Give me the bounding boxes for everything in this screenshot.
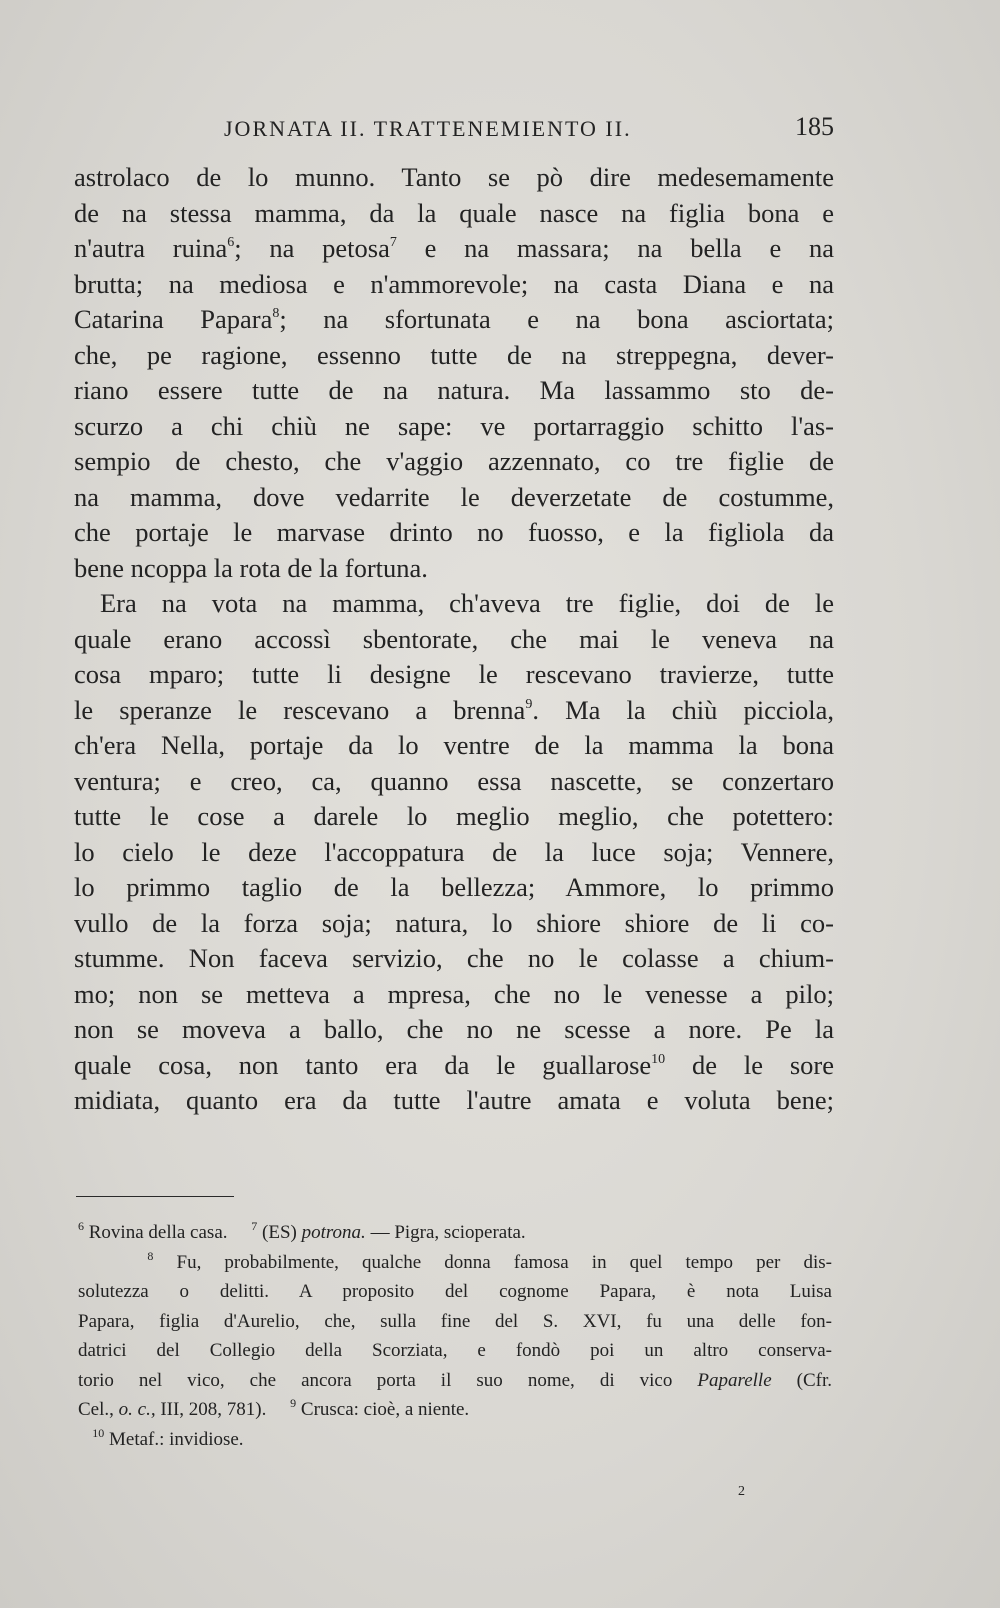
text-line: che, pe ragione, essenno tutte de na streppegna, dever- [74,339,834,370]
text-line: tutte le cose a darele lo meglio meglio, che potettero: [74,801,834,831]
text-line: sempio de chesto, che v'aggio azzennato, co tre figlie de [74,446,834,476]
text-line: quale cosa, non tanto era da le guallarose$^{10}$ de le sore [74,1049,835,1080]
footnote-line: $^6$ Rovina della casa. $^7$ (ES) potrona. — Pigra, scioperata. [78,1219,526,1243]
text-line: astrolaco de lo munno. Tanto se pò dire medesemamente [74,162,834,192]
text-line: lo primmo taglio de la bellezza; Ammore, lo primmo [74,872,834,902]
footnote-line: $^{10}$ Metaf.: invidiose. [92,1425,244,1450]
text-line: midiata, quanto era da tutte l'autre amata e voluta bene; [74,1085,834,1115]
footnote-line: solutezza o delitti. A proposito del cognome Papara, è nota Luisa [78,1281,832,1302]
footnote-line: torio nel vico, che ancora porta il suo nome, di vico Paparelle (Cfr. [78,1369,833,1391]
text-line: mo; non se metteva a mpresa, che no le venesse a pilo; [74,978,834,1009]
text-line: quale erano accossì sbentorate, che mai le veneva na [74,623,834,654]
text-line: vullo de la forza soja; natura, lo shiore shiore de li co- [74,907,834,938]
footnote-rule [76,1196,234,1197]
text-line: Era na vota na mamma, ch'aveva tre figlie, doi de le [100,588,834,618]
footnote-line: datrici del Collegio della Scorziata, e fondò poi un altro conserva- [78,1340,832,1361]
footnote-line: $^8$ Fu, probabilmente, qualche donna famosa in quel tempo per dis- [147,1248,833,1273]
text-line: le speranze le rescevano a brenna$^9$. Ma la chiù picciola, [74,694,834,725]
text-line: ventura; e creo, ca, quanno essa nascette, se conzertaro [74,765,834,796]
text-line: scurzo a chi chiù ne sape: ve portarraggio schitto l'as- [74,410,834,441]
note-ref: 6 [227,235,235,250]
signature-mark: 2 [738,1484,745,1499]
text-line: ch'era Nella, portaje da lo ventre de la mamma la bona [74,730,834,760]
note-ref: 8 [272,306,280,321]
text-line: lo cielo le deze l'accoppatura de la luce soja; Vennere, [74,836,834,867]
text-line: brutta; na mediosa e n'ammorevole; na casta Diana e na [74,268,834,299]
page-header [74,112,834,146]
note-ref: 10 [651,1051,666,1067]
text-line: n'autra ruina$^6$; na petosa$^7$ e na massara; na bella e na [74,233,835,263]
text-line: bene ncoppa la rota de la fortuna. [74,552,428,583]
main-text [74,160,834,1119]
text-line: na mamma, dove vedarrite le deverzetate de costumme, [74,481,834,512]
text-line: Catarina Papara$^8$; na sfortunata e na bona asciortata; [74,304,834,334]
note-ref: 7 [389,235,397,250]
footnote-line: Cel., o. c., III, 208, 781). $^9$ Crusca: cioè, a niente. [78,1396,470,1420]
note-ref: 9 [525,696,533,712]
text-line: riano essere tutte de na natura. Ma lassammo sto de- [74,375,834,405]
running-head: JORNATA II. TRATTENEMIENTO II. [224,116,632,141]
text-line: de na stessa mamma, da la quale nasce na figlia bona e [74,197,834,228]
footnote-line: Papara, figlia d'Aurelio, che, sulla fine del S. XVI, fu una delle fon- [78,1310,832,1332]
text-line: cosa mparo; tutte li designe le rescevano travierze, tutte [74,659,834,689]
page-number: 185 [795,112,834,141]
footnotes [78,1218,832,1454]
text-line: non se moveva a ballo, che no ne scesse a nore. Pe la [74,1014,834,1044]
text-line: stumme. Non faceva servizio, che no le colasse a chium- [74,943,834,973]
text-line: che portaje le marvase drinto no fuosso, e la figliola da [74,517,834,547]
